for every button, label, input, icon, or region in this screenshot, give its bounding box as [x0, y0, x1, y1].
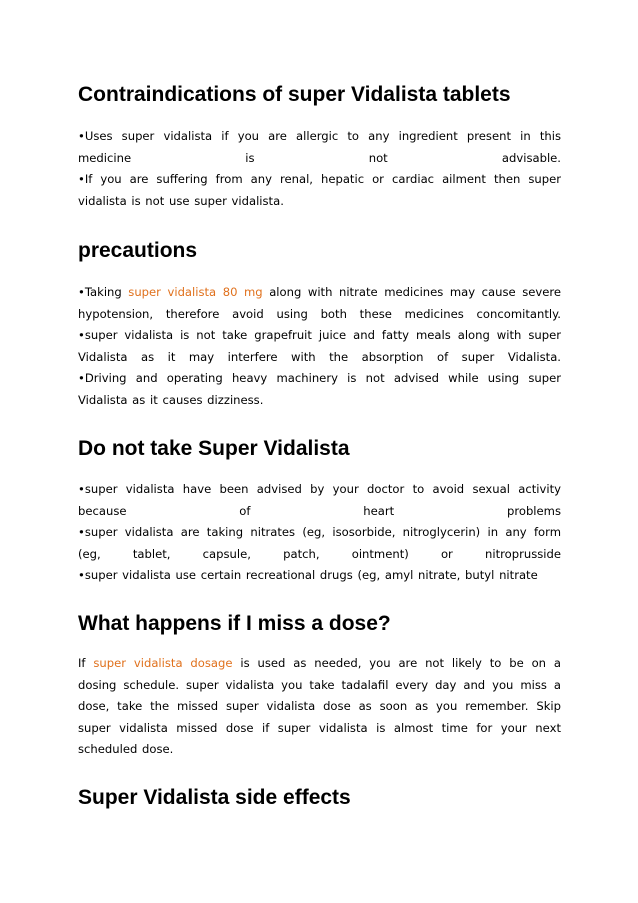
text-line: Vidalista as it causes dizziness.	[78, 392, 264, 407]
super-vidalista-80mg-link[interactable]: super vidalista 80 mg	[128, 285, 263, 299]
contraindications-paragraph	[78, 126, 561, 212]
text-line: (eg, tablet, capsule, patch, ointment) or nitroprusside	[78, 546, 561, 561]
text-segment: is used as needed, you are not likely to be on a	[232, 656, 561, 670]
text-segment: If	[78, 656, 94, 670]
text-line: hypotension, therefore avoid using both these medicines concomitantly.	[78, 306, 561, 321]
section-heading-missed-dose: What happens if I miss a dose?	[78, 612, 391, 635]
text-segment: along with nitrate medicines may cause severe	[262, 285, 561, 299]
text-line	[78, 653, 561, 675]
super-vidalista-dosage-link[interactable]: super vidalista dosage	[93, 656, 233, 670]
section-heading-side-effects: Super Vidalista side effects	[78, 786, 351, 809]
text-line: vidalista is not use super vidalista.	[78, 193, 284, 208]
text-line: medicine is not advisable.	[78, 150, 561, 165]
text-line: •If you are suffering from any renal, hepatic or cardiac ailment then super	[78, 172, 561, 186]
text-line: because of heart problems	[78, 503, 561, 518]
missed-dose-paragraph	[78, 653, 561, 761]
text-line	[78, 282, 561, 304]
text-line: •super vidalista are taking nitrates (eg, isosorbide, nitroglycerin) in any form	[78, 525, 561, 539]
text-line: •super vidalista use certain recreational drugs (eg, amyl nitrate, butyl nitrate	[78, 568, 538, 582]
text-line: scheduled dose.	[78, 742, 174, 756]
text-line: dose, take the missed super vidalista dose as soon as you remember. Skip	[78, 699, 561, 713]
text-line: •Driving and operating heavy machinery is not advised while using super	[78, 371, 561, 385]
text-line: Vidalista as it may interfere with the absorption of super Vidalista.	[78, 349, 561, 364]
text-line: •Uses super vidalista if you are allergic to any ingredient present in this	[78, 129, 561, 143]
text-line: •super vidalista is not take grapefruit juice and fatty meals along with super	[78, 328, 561, 342]
section-heading-contraindications: Contraindications of super Vidalista tablets	[78, 83, 511, 106]
precautions-paragraph	[78, 282, 561, 411]
section-heading-do-not-take: Do not take Super Vidalista	[78, 437, 350, 460]
text-line: •super vidalista have been advised by your doctor to avoid sexual activity	[78, 482, 561, 496]
text-segment: •Taking	[78, 285, 129, 299]
text-line: dosing schedule. super vidalista you take tadalafil every day and you miss a	[78, 677, 561, 692]
section-heading-precautions: precautions	[78, 239, 198, 262]
do-not-take-paragraph	[78, 479, 561, 587]
text-line: super vidalista missed dose if super vidalista is almost time for your next	[78, 720, 561, 735]
